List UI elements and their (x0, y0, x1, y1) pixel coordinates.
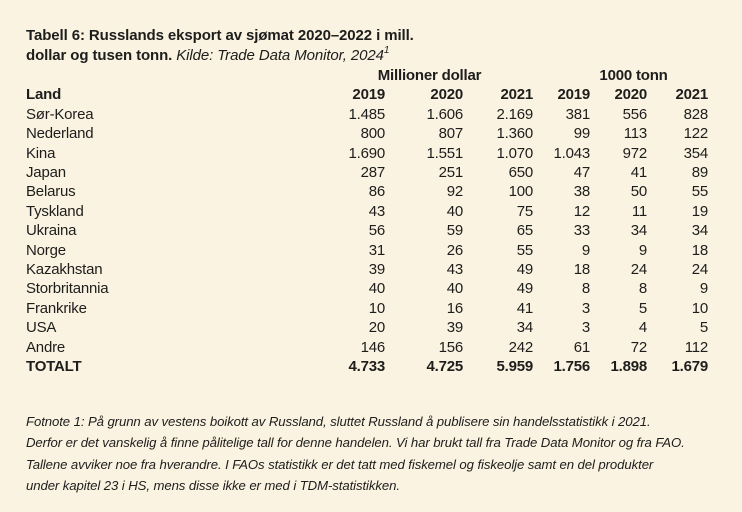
value-cell: 75 (516, 202, 534, 220)
column-header-row (26, 85, 708, 104)
title-bold-part-2: dollar og tusen tonn. (26, 47, 173, 64)
value-cell: 1.070 (496, 144, 534, 162)
table-row (26, 299, 708, 318)
footnote-line: under kapitel 23 i HS, mens disse ikke er med i TDM-statistikken. (26, 478, 400, 493)
value-cell: 800 (360, 125, 385, 143)
country-cell: USA (26, 319, 57, 337)
export-table (26, 66, 708, 377)
country-cell: Tyskland (26, 202, 84, 220)
footnote-line: Tallene avviker noe fra hverandre. I FAOs statistikk er det tatt med fiskemel og fiskeolje samt en del produkter (26, 456, 654, 472)
table-row (26, 221, 708, 240)
value-cell: 2.169 (496, 105, 534, 123)
table-row (26, 182, 708, 201)
column-header-year: 2020 (614, 86, 648, 104)
country-cell: Sør-Korea (26, 105, 94, 123)
value-cell: 39 (446, 319, 463, 337)
value-cell: 4.725 (426, 358, 463, 376)
value-cell: 1.360 (496, 125, 534, 143)
value-cell: 11 (631, 202, 648, 220)
value-cell: 18 (691, 241, 709, 259)
title-bold-part-1: Tabell 6: Russlands eksport av sjømat 2020–2022 i mill. (26, 27, 414, 44)
value-cell: 10 (691, 299, 709, 317)
country-cell: Kina (26, 144, 56, 162)
column-header-year: 2020 (430, 86, 463, 104)
value-cell: 24 (630, 261, 648, 279)
value-cell: 49 (516, 261, 534, 279)
value-cell: 41 (630, 164, 648, 182)
value-cell: 146 (360, 338, 385, 356)
value-cell: 65 (516, 222, 534, 240)
value-cell: 556 (622, 105, 648, 123)
value-cell: 972 (622, 144, 648, 162)
country-cell: Ukraina (26, 222, 77, 240)
table-row (26, 105, 708, 124)
value-cell: 156 (438, 338, 463, 356)
country-cell: Kazakhstan (26, 261, 103, 279)
value-cell: 3 (581, 299, 591, 317)
value-cell: 92 (446, 183, 463, 201)
country-cell: Nederland (26, 125, 94, 143)
value-cell: 47 (573, 164, 591, 182)
value-cell: 1.679 (671, 358, 709, 376)
value-cell: 26 (446, 241, 463, 259)
value-cell: 56 (368, 222, 385, 240)
table-row (26, 260, 708, 279)
value-cell: 3 (581, 319, 591, 337)
footnote-reference-mark: 1 (383, 45, 390, 56)
value-cell: 72 (630, 338, 648, 356)
group-header-dollars: Millioner dollar (377, 67, 482, 84)
value-cell: 38 (573, 183, 591, 201)
column-header-land: Land (26, 86, 62, 104)
value-cell: 828 (683, 105, 709, 123)
value-cell: 99 (573, 125, 591, 143)
value-cell: 381 (565, 105, 591, 123)
value-cell: 12 (573, 202, 591, 220)
value-cell: 8 (581, 280, 591, 298)
value-cell: 18 (573, 261, 591, 279)
title-line-1 (26, 26, 742, 46)
value-cell: 20 (368, 319, 385, 337)
country-cell: Frankrike (26, 299, 87, 317)
country-cell: Japan (26, 164, 66, 182)
country-cell: Andre (26, 338, 66, 356)
value-cell: 9 (581, 241, 591, 259)
value-cell: 1.756 (553, 358, 591, 376)
value-cell: 5 (699, 319, 709, 337)
value-cell: 10 (368, 299, 385, 317)
value-cell: 41 (516, 299, 534, 317)
value-cell: 8 (638, 280, 648, 298)
value-cell: 43 (368, 202, 385, 220)
column-header-year: 2021 (675, 86, 709, 104)
column-header-year: 2019 (352, 86, 385, 104)
total-label-cell: TOTALT (26, 358, 82, 376)
value-cell: 50 (630, 183, 648, 201)
value-cell: 34 (691, 222, 709, 240)
footnote-line: Fotnote 1: På grunn av vestens boikott av Russland, sluttet Russland å publisere sin handelsstatistikk i 2021. (26, 413, 651, 429)
value-cell: 1.898 (610, 358, 648, 376)
value-cell: 16 (446, 299, 463, 317)
value-cell: 251 (438, 164, 463, 182)
source-citation: Kilde: Trade Data Monitor, 2024 (176, 47, 384, 64)
value-cell: 59 (446, 222, 463, 240)
footnote (26, 411, 742, 497)
country-cell: Norge (26, 241, 66, 259)
value-cell: 9 (699, 280, 709, 298)
value-cell: 1.690 (348, 144, 385, 162)
value-cell: 43 (446, 261, 463, 279)
value-cell: 122 (683, 125, 709, 143)
value-cell: 113 (623, 125, 648, 143)
value-cell: 1.551 (426, 144, 463, 162)
group-header-row (26, 66, 708, 85)
table-row (26, 202, 708, 221)
table-row (26, 124, 708, 143)
table-row (26, 338, 708, 357)
value-cell: 1.606 (426, 105, 463, 123)
value-cell: 55 (691, 183, 709, 201)
value-cell: 1.043 (553, 144, 591, 162)
value-cell: 49 (516, 280, 534, 298)
table-title (26, 26, 742, 66)
column-header-year: 2021 (500, 86, 534, 104)
value-cell: 40 (446, 202, 463, 220)
value-cell: 31 (368, 241, 385, 259)
value-cell: 650 (508, 164, 534, 182)
value-cell: 4 (638, 319, 648, 337)
value-cell: 100 (508, 183, 534, 201)
value-cell: 5 (638, 299, 648, 317)
value-cell: 242 (508, 338, 534, 356)
column-header-year: 2019 (557, 86, 591, 104)
value-cell: 287 (360, 164, 385, 182)
value-cell: 9 (638, 241, 648, 259)
value-cell: 61 (573, 338, 591, 356)
value-cell: 112 (684, 338, 709, 356)
country-cell: Belarus (26, 183, 76, 201)
value-cell: 40 (368, 280, 385, 298)
value-cell: 89 (691, 164, 709, 182)
value-cell: 34 (630, 222, 648, 240)
value-cell: 39 (368, 261, 385, 279)
value-cell: 4.733 (348, 358, 385, 376)
table-row (26, 241, 708, 260)
table-row (26, 163, 708, 182)
value-cell: 24 (691, 261, 709, 279)
value-cell: 55 (516, 241, 534, 259)
value-cell: 1.485 (348, 105, 385, 123)
value-cell: 5.959 (496, 358, 534, 376)
table-row (26, 279, 708, 298)
title-line-2 (26, 46, 742, 66)
country-cell: Storbritannia (26, 280, 109, 298)
value-cell: 86 (368, 183, 385, 201)
total-row (26, 357, 708, 376)
value-cell: 40 (446, 280, 463, 298)
value-cell: 33 (573, 222, 591, 240)
value-cell: 807 (438, 125, 463, 143)
value-cell: 354 (683, 144, 709, 162)
value-cell: 34 (516, 319, 534, 337)
footnote-line: Derfor er det vanskelig å finne pålitelige tall for denne handelen. Vi har brukt tall fra Trade Data Monitor og fra FAO. (26, 435, 685, 450)
value-cell: 19 (691, 202, 709, 220)
table-row (26, 318, 708, 337)
table-row (26, 144, 708, 163)
table-body (26, 105, 708, 377)
group-header-tonnes: 1000 tonn (599, 67, 668, 84)
